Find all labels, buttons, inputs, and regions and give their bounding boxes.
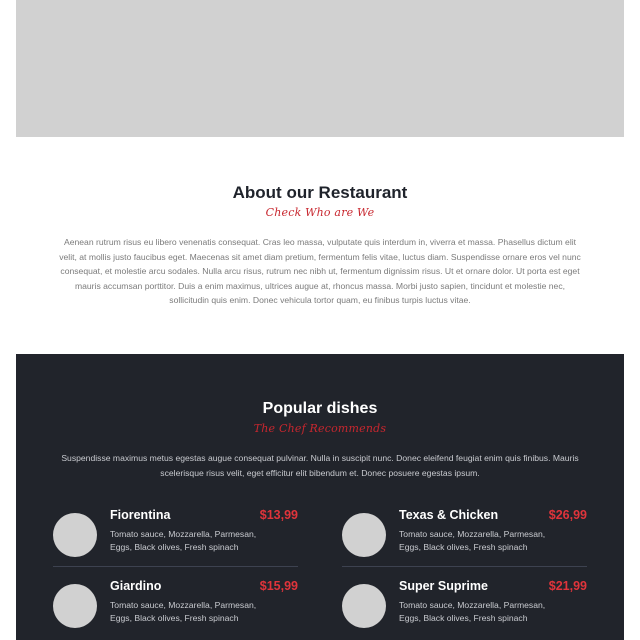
menu-item-texas-chicken[interactable] [342,504,587,574]
dish-name: Super Suprime [399,579,488,593]
dish-image [53,513,97,557]
dish-description: Tomato sauce, Mozzarella, Parmesan, Eggs, Black olives, Fresh spinach [110,600,257,623]
dish-price: $15,99 [259,579,298,593]
dish-description: Tomato sauce, Mozzarella, Parmesan, Eggs, Black olives, Fresh spinach [399,529,546,552]
dish-name: Giardino [110,579,162,593]
item-divider [53,566,298,567]
dish-price: $26,99 [548,508,587,522]
hero-image-placeholder [16,0,624,137]
menu-item-super-suprime[interactable] [342,575,587,640]
about-description: Aenean rutrum risus eu libero venenatis consequat. Cras leo massa, vulputate quis interdum in, viverra et massa. Phasellus dictum elit velit, at mollis justo faucibus eget. Maecenas sit amet diam pretium, fermentum felis vitae, luctus diam. Suspendisse ornare eros vel nunc consequat, et molestie arcu sodales. Nulla arcu risus, rutrum nec nibh ut, fermentum dignissim risus. Ut et ornare dolor. Ut porta est eget mauris accumsan porttitor. Duis a enim maximus, ultrices augue at, rhoncus massa. Morbi justo sapien, tincidunt et molestie nec, sollicitudin quis enim. Donec vehicula tortor quam, eu finibus turpis luctus vitae. [59,237,581,306]
dish-description: Tomato sauce, Mozzarella, Parmesan, Eggs, Black olives, Fresh spinach [399,600,546,623]
popular-dishes-section [16,354,624,640]
dish-price: $21,99 [548,579,587,593]
about-title: About our Restaurant [232,183,408,202]
dish-image [342,513,386,557]
dish-name: Fiorentina [110,508,171,522]
dish-price: $13,99 [259,508,298,522]
about-subtitle: Check Who are We [265,206,375,219]
menu-item-giardino[interactable] [53,575,298,640]
dishes-subtitle: The Chef Recommends [253,422,387,435]
dish-description: Tomato sauce, Mozzarella, Parmesan, Eggs, Black olives, Fresh spinach [110,529,257,552]
about-section [16,137,624,354]
dishes-title: Popular dishes [262,400,378,417]
dishes-description: Suspendisse maximus metus egestas augue consequat pulvinar. Nulla in suscipit nunc. Donec eleifend feugiat enim quis finibus. Mauris scelerisque risus velit, eget efficitur elit bibendum et. Donec posuere egestas ipsum. [61,453,579,478]
dish-image [342,584,386,628]
dish-image [53,584,97,628]
item-divider [342,566,587,567]
menu-item-fiorentina[interactable] [53,504,298,574]
dish-name: Texas & Chicken [399,508,499,522]
